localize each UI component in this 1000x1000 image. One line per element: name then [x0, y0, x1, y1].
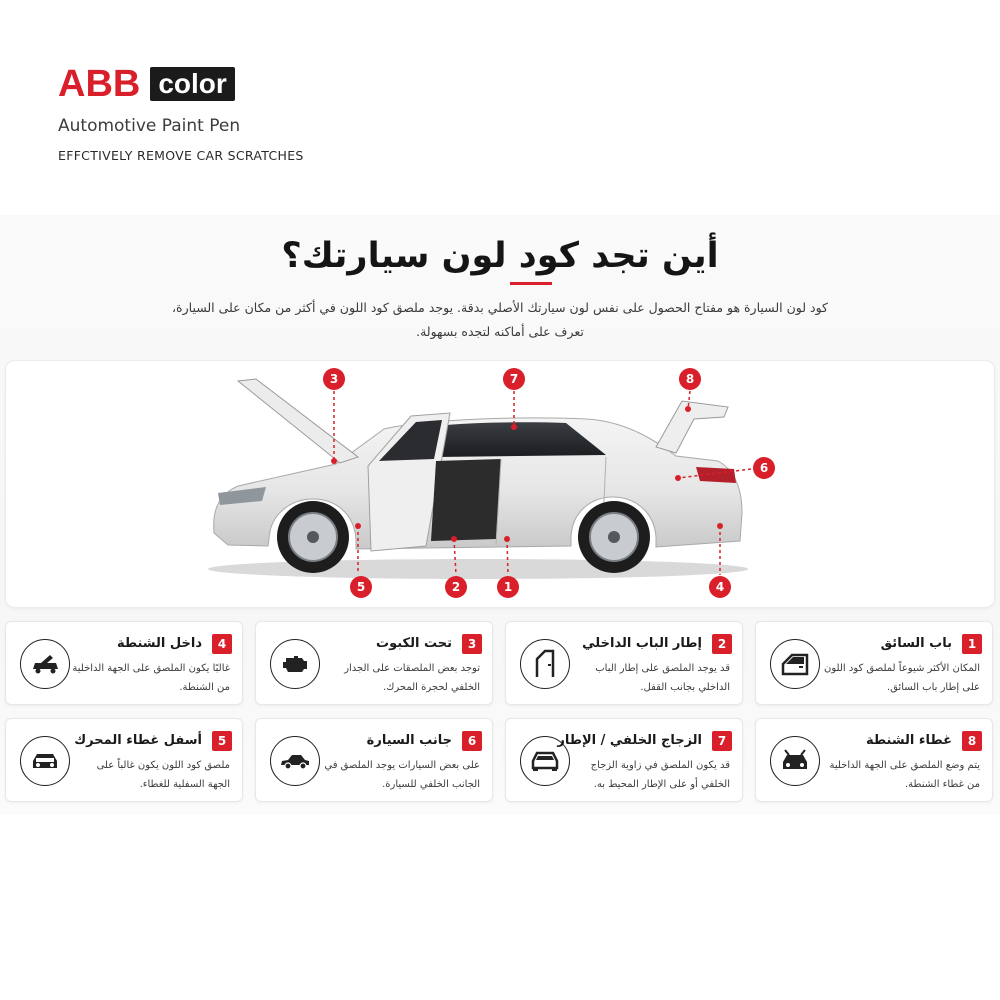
card-number: 1: [962, 634, 982, 654]
card-under-hood-cover[interactable]: [5, 718, 243, 802]
card-title: أسفل غطاء المحرك: [74, 733, 202, 748]
title-underline: [510, 282, 552, 285]
logo-color-text: color: [150, 67, 234, 101]
card-driver-door[interactable]: [755, 621, 993, 705]
card-trunk-lid[interactable]: [755, 718, 993, 802]
section-title: أين تجد كود لون سيارتك؟: [281, 236, 719, 276]
card-car-side[interactable]: [255, 718, 493, 802]
card-rear-glass[interactable]: [505, 718, 743, 802]
card-description: المكان الأكثر شيوعاً لملصق كود اللون على إطار باب السائق.: [824, 663, 980, 693]
intro-line-2: تعرف على أماكنه لتجده بسهولة.: [416, 324, 584, 339]
card-description: قد يكون الملصق في زاوية الزجاج الخلفي أو على الإطار المحيط به.: [590, 760, 730, 790]
car-diagram-panel: [5, 360, 995, 608]
marker-8[interactable]: [679, 368, 701, 390]
card-title: إطار الباب الداخلي: [582, 636, 702, 651]
section-intro: [130, 296, 870, 344]
marker-4[interactable]: [709, 576, 731, 598]
marker-5[interactable]: [350, 576, 372, 598]
brand-header: [58, 64, 304, 163]
open-hood: [238, 379, 358, 463]
card-title: تحت الكبوت: [376, 636, 452, 651]
front-wheel: [277, 501, 349, 573]
marker-3-label: 3: [329, 372, 339, 386]
car-illustration: [6, 361, 996, 609]
marker-5-label: 5: [356, 580, 366, 594]
marker-7[interactable]: [503, 368, 525, 390]
card-title: جانب السيارة: [366, 733, 452, 748]
open-trunk-lid: [656, 401, 728, 453]
card-description: ملصق كود اللون يكون غالباً على الجهة السفلية للغطاء.: [96, 760, 230, 790]
marker-1[interactable]: [497, 576, 519, 598]
card-trunk-interior[interactable]: [5, 621, 243, 705]
card-number: 2: [712, 634, 732, 654]
card-description: قد يوجد الملصق على إطار الباب الداخلي بجانب القفل.: [595, 663, 730, 693]
marker-3[interactable]: [323, 368, 345, 390]
card-title: باب السائق: [880, 636, 952, 651]
brand-tagline: Automotive Paint Pen: [58, 116, 241, 136]
logo-abb-text: ABB: [58, 63, 141, 105]
marker-2[interactable]: [445, 576, 467, 598]
rear-wheel: [578, 501, 650, 573]
card-number: 6: [462, 731, 482, 751]
card-number: 5: [212, 731, 232, 751]
marker-1-label: 1: [503, 580, 513, 594]
card-inner-door-frame[interactable]: [505, 621, 743, 705]
card-description: على بعض السيارات يوجد الملصق في الجانب الخلفي للسيارة.: [324, 760, 480, 790]
card-title: داخل الشنطة: [116, 636, 202, 651]
marker-4-label: 4: [715, 580, 725, 594]
card-number: 4: [212, 634, 232, 654]
card-title: الزجاج الخلفي / الإطار: [557, 733, 702, 748]
card-description: توجد بعض الملصقات على الجدار الخلفي لحجرة المحرك.: [344, 663, 480, 693]
card-number: 8: [962, 731, 982, 751]
brand-logo: [58, 64, 304, 104]
marker-2-label: 2: [451, 580, 461, 594]
card-under-hood[interactable]: [255, 621, 493, 705]
marker-6[interactable]: [753, 457, 775, 479]
intro-line-1: كود لون السيارة هو مفتاح الحصول على نفس لون سيارتك الأصلي بدقة. يوجد ملصق كود اللون في أكثر من مكان على السيارة،: [172, 300, 828, 315]
card-title: غطاء الشنطة: [865, 733, 952, 748]
brand-subtagline: EFFCTIVELY REMOVE CAR SCRATCHES: [58, 148, 304, 163]
cabin-interior: [431, 459, 501, 541]
marker-6-label: 6: [759, 461, 769, 475]
card-number: 3: [462, 634, 482, 654]
marker-7-label: 7: [509, 372, 519, 386]
marker-8-label: 8: [685, 372, 695, 386]
card-number: 7: [712, 731, 732, 751]
card-description: يتم وضع الملصق على الجهة الداخلية من غطاء الشنطة.: [829, 760, 980, 790]
card-description: غالبًا يكون الملصق على الجهة الداخلية من الشنطة.: [72, 663, 230, 693]
